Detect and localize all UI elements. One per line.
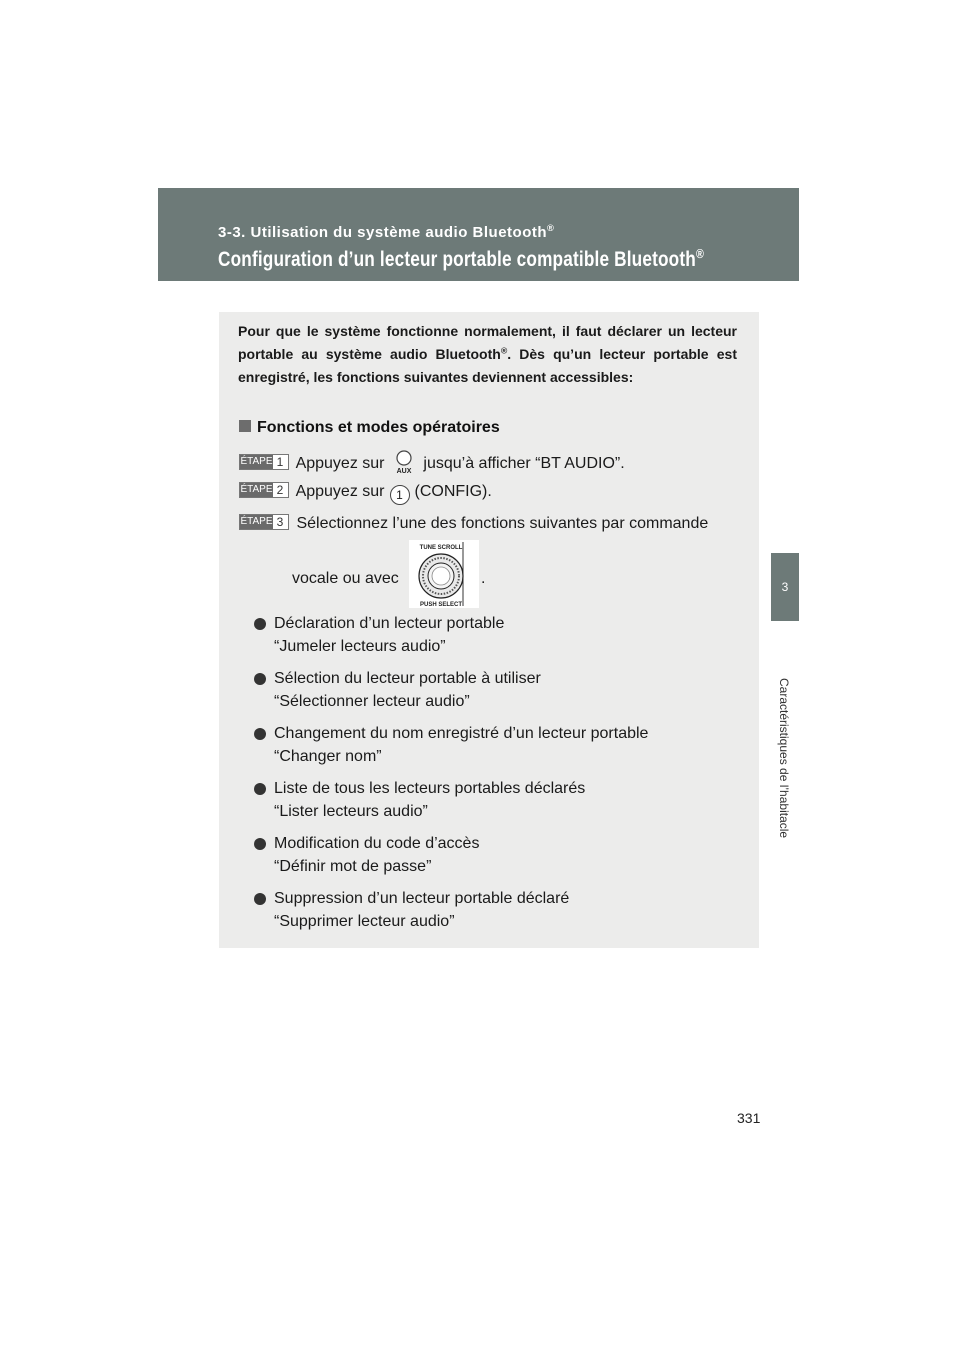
chapter-side-label: Caractéristiques de l’habitacle [777, 678, 791, 839]
section-heading: 3-3. Utilisation du système audio Bluetooth® [218, 223, 555, 241]
step-3: ÉTAPE 3 Sélectionnez l’une des fonctions suivantes par commande [240, 515, 709, 532]
step-1: ÉTAPE 1 Appuyez sur AUX jusqu’à afficher “BT AUDIO”. [239, 450, 625, 474]
page-number: 331 [737, 1110, 761, 1126]
bullet-icon [254, 618, 266, 630]
intro-paragraph: Pour que le système fonctionne normalement, il faut déclarer un lecteur portable au système audio Bluetooth®. Dès qu’un lecteur portable est enregistré, les fonctions suivantes deviennent accessibles: [238, 323, 737, 385]
step-3-end: . [481, 570, 486, 587]
step-badge: ÉTAPE 2 [239, 482, 289, 498]
page-title: Configuration d’un lecteur portable compatible Bluetooth® [218, 246, 704, 271]
svg-text:PUSH SELECT: PUSH SELECT [419, 602, 463, 608]
bullet-icon [254, 728, 266, 740]
tune-knob-icon [409, 540, 479, 608]
chapter-tab: 3 [771, 553, 799, 621]
aux-button-icon [393, 450, 415, 474]
preset-one-button-icon: 1 [390, 485, 410, 505]
step-badge: ÉTAPE 1 [239, 454, 289, 470]
subheading: Fonctions et modes opératoires [239, 419, 500, 437]
svg-text:AUX: AUX [396, 468, 412, 474]
step-badge: ÉTAPE 3 [239, 514, 289, 530]
svg-text:TUNE SCROLL: TUNE SCROLL [419, 545, 463, 551]
step-3-continuation: vocale ou avec [292, 570, 399, 587]
bullet-icon [254, 783, 266, 795]
chapter-header [158, 188, 799, 281]
square-bullet-icon [239, 420, 251, 432]
bullet-icon [254, 893, 266, 905]
content-panel: Pour que le système fonctionne normalement, il faut déclarer un lecteur portable au système audio Bluetooth®. Dès qu’un lecteur portable est enregistré, les fonctions suivantes deviennent accessibles: Fonctions et modes opératoires ÉTAPE 1 Appuyez sur AUX jusqu’à afficher “BT AUDIO”. ÉTAPE 2 Appuyez sur 1 (CONFIG). ÉTAPE 3 Sélectionnez l’une des fonctions suivantes par commande vocale ou avec . TUNE SCROLL PUSH SELECT Déclaration d’un lecteur portable “Jumeler lecteurs audio” Sélection du lecteur portable à utiliser “Sélectionner lecteur audio” Changement du nom enregistré d’un lecteur portable “Changer nom” Liste de tous les lecteurs portables déclarés “Lister lecteurs audio” Modification du code d’accès “Définir mot de passe” Suppression d’un lecteur portable déclaré “Supprimer lecteur audio” [219, 312, 759, 948]
bullet-icon [254, 673, 266, 685]
step-2: ÉTAPE 2 Appuyez sur 1 (CONFIG). [239, 482, 492, 505]
bullet-icon [254, 838, 266, 850]
